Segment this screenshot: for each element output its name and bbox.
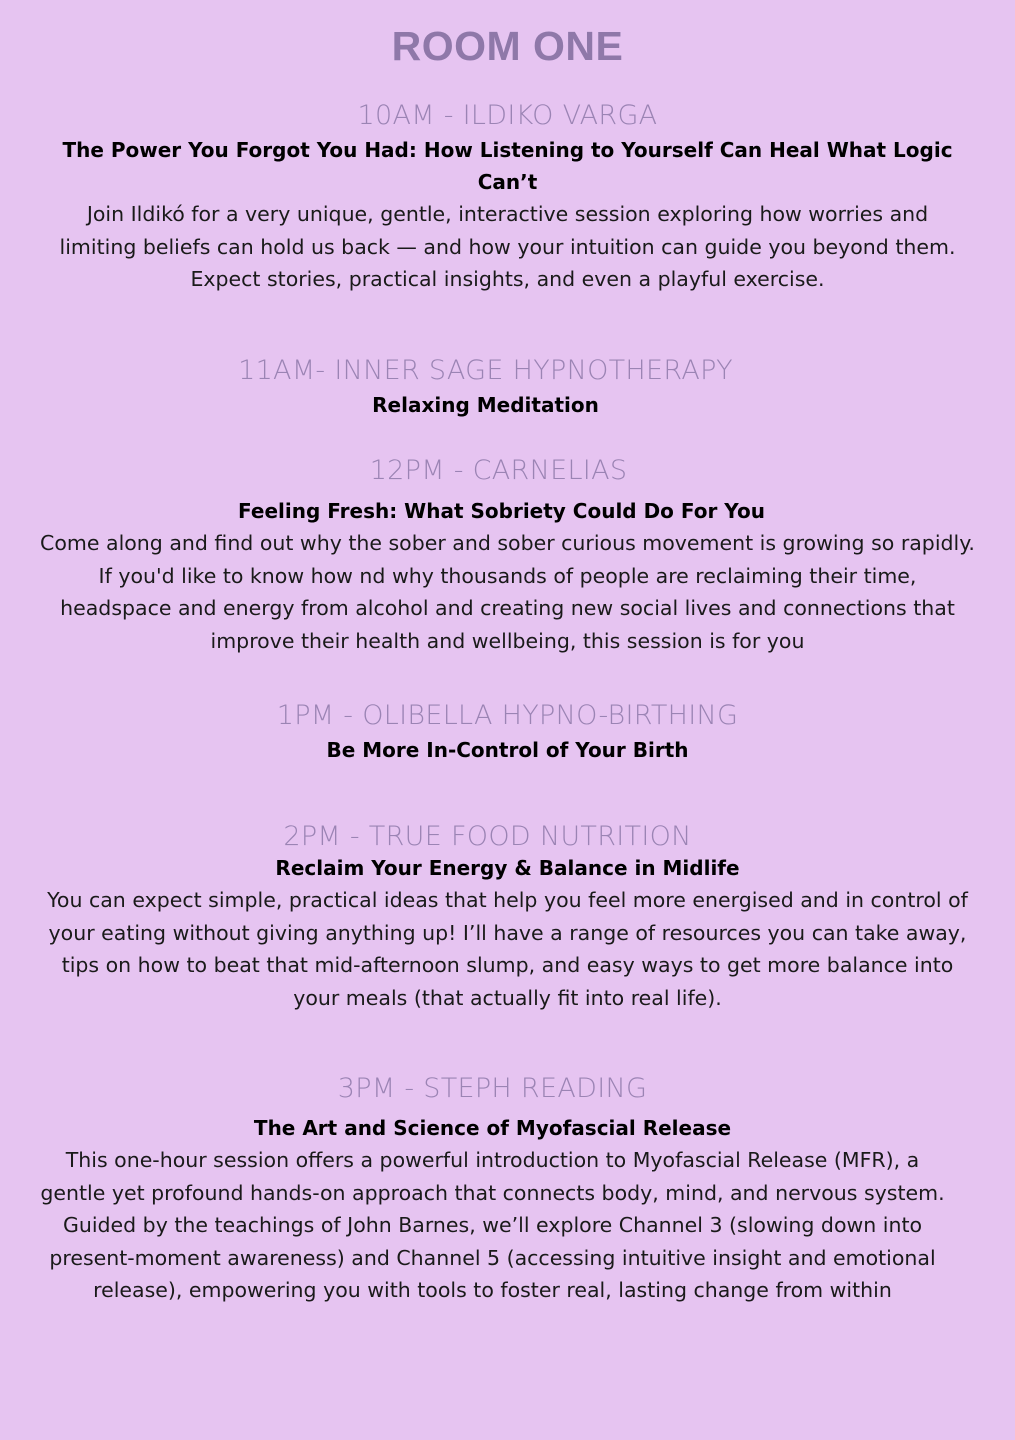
session-title: Feeling Fresh: What Sobriety Could Do For You	[238, 499, 765, 523]
session-12pm	[40, 453, 975, 657]
session-title: Reclaim Your Energy & Balance in Midlife	[275, 856, 740, 880]
session-time: 1PM - OLIBELLA HYPNO-BIRTHING	[276, 700, 739, 731]
session-time: 3PM - STEPH READING	[337, 1073, 648, 1104]
session-3pm	[25, 1071, 960, 1307]
session-11am	[18, 353, 953, 421]
session-time: 2PM - TRUE FOOD NUTRITION	[283, 821, 692, 852]
session-description: Join Ildikó for a very unique, gentle, interactive session exploring how worries and limiting beliefs can hold us back — and how your intuition can guide you beyond them. Expect stories, practical insights, and even a playful exercise.	[59, 202, 956, 291]
session-title: Be More In-Control of Your Birth	[326, 738, 689, 762]
session-2pm	[40, 819, 975, 1014]
session-title: The Art and Science of Myofascial Release	[253, 1116, 732, 1140]
session-description: This one-hour session offers a powerful introduction to Myofascial Release (MFR), a gentle yet profound hands-on approach that connects body, mind, and nervous system. Guided by the teachings of John Barnes, we’ll explore Channel 3 (slowing down into present-moment awareness) and Channel 5 (accessing intuitive insight and emotional release), empowering you with tools to foster real, lasting change from within	[40, 1148, 945, 1302]
session-1pm	[40, 698, 975, 766]
session-title: The Power You Forgot You Had: How Listening to Yourself Can Heal What Logic Can’t	[62, 138, 953, 194]
session-time: 10AM - ILDIKO VARGA	[357, 100, 658, 131]
session-time: 12PM - CARNELIAS	[369, 455, 628, 486]
session-title: Relaxing Meditation	[372, 393, 599, 417]
page-title: ROOM ONE	[391, 23, 624, 69]
session-description: You can expect simple, practical ideas that help you feel more energised and in control of your eating without giving anything up! I’ll have a range of resources you can take away, tips on how to beat that mid-afternoon slump, and easy ways to get more balance into your meals (that actually fit into real life).	[47, 888, 968, 1010]
session-time: 11AM- INNER SAGE HYPNOTHERAPY	[238, 355, 733, 386]
session-description: Come along and find out why the sober and sober curious movement is growing so rapidly. If you'd like to know how nd why thousands of people are reclaiming their time, headspace and energy from alcohol and creating new social lives and connections that improve their health and wellbeing, this session is for you	[40, 531, 975, 653]
session-10am	[40, 98, 975, 296]
